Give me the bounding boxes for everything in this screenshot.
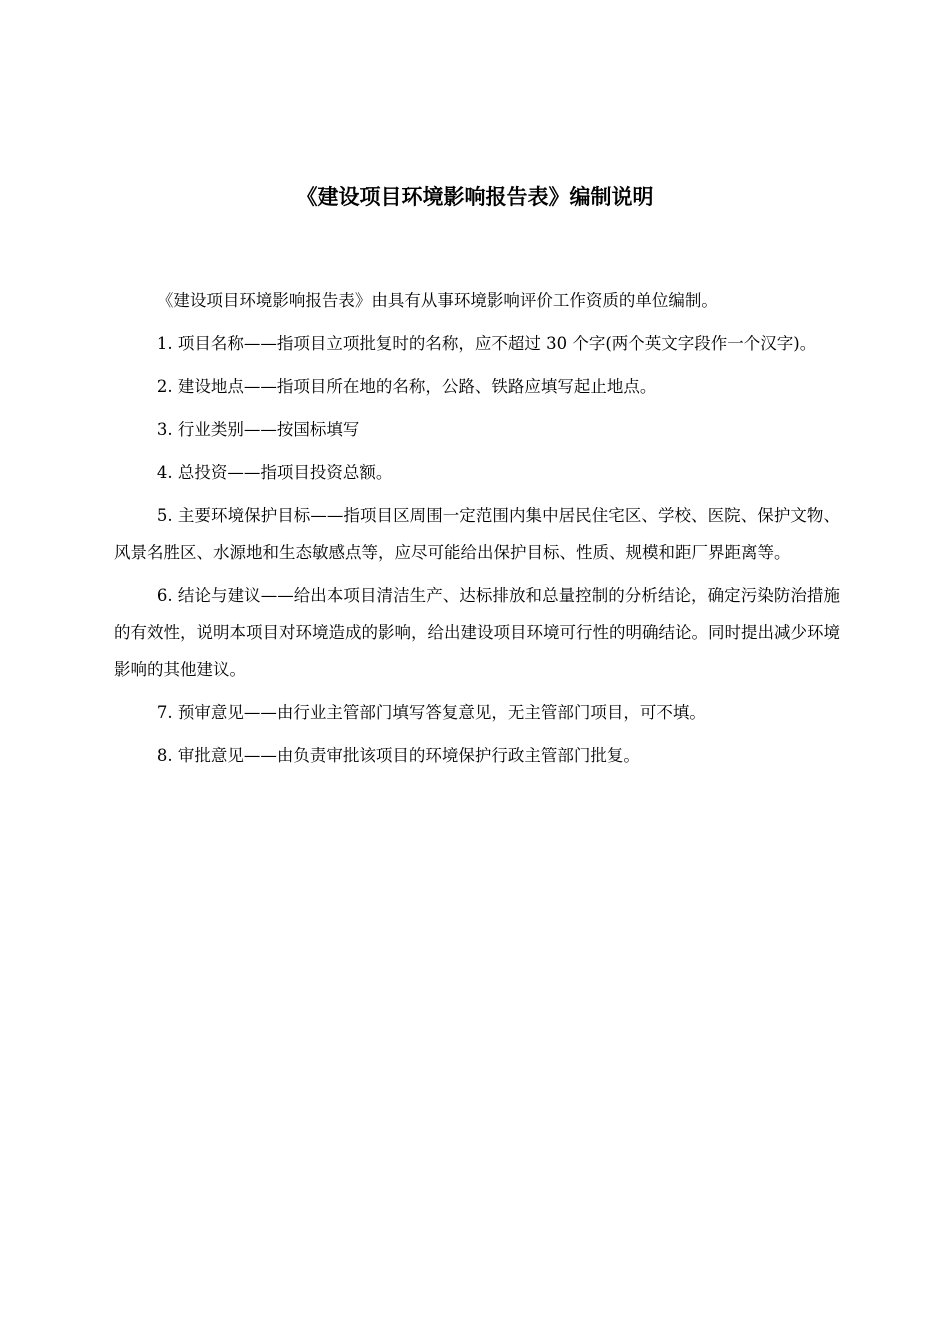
paragraph-item-6: 6. 结论与建议——给出本项目清洁生产、达标排放和总量控制的分析结论，确定污染防治措施的有效性，说明本项目对环境造成的影响，给出建设项目环境可行性的明确结论。同时提出减少环境影响的其他建议。	[114, 586, 840, 679]
paragraph-item-8: 8. 审批意见——由负责审批该项目的环境保护行政主管部门批复。	[156, 746, 640, 765]
paragraph-item-2: 2. 建设地点——指项目所在地的名称，公路、铁路应填写起止地点。	[156, 377, 657, 396]
paragraph-item-4: 4. 总投资——指项目投资总额。	[156, 463, 393, 482]
document-title: 《建设项目环境影响报告表》编制说明	[296, 185, 654, 209]
document-body	[114, 282, 840, 780]
paragraph-item-5: 5. 主要环境保护目标——指项目区周围一定范围内集中居民住宅区、学校、医院、保护文物、风景名胜区、水源地和生态敏感点等，应尽可能给出保护目标、性质、规模和距厂界距离等。	[114, 506, 840, 562]
paragraph-item-3: 3. 行业类别——按国标填写	[156, 420, 360, 439]
paragraph-item-1: 1. 项目名称——指项目立项批复时的名称，应不超过 30 个字(两个英文字段作一个汉字)。	[156, 334, 817, 353]
paragraph-intro: 《建设项目环境影响报告表》由具有从事环境影响评价工作资质的单位编制。	[156, 291, 718, 310]
paragraph-item-7: 7. 预审意见——由行业主管部门填写答复意见，无主管部门项目，可不填。	[156, 703, 706, 722]
